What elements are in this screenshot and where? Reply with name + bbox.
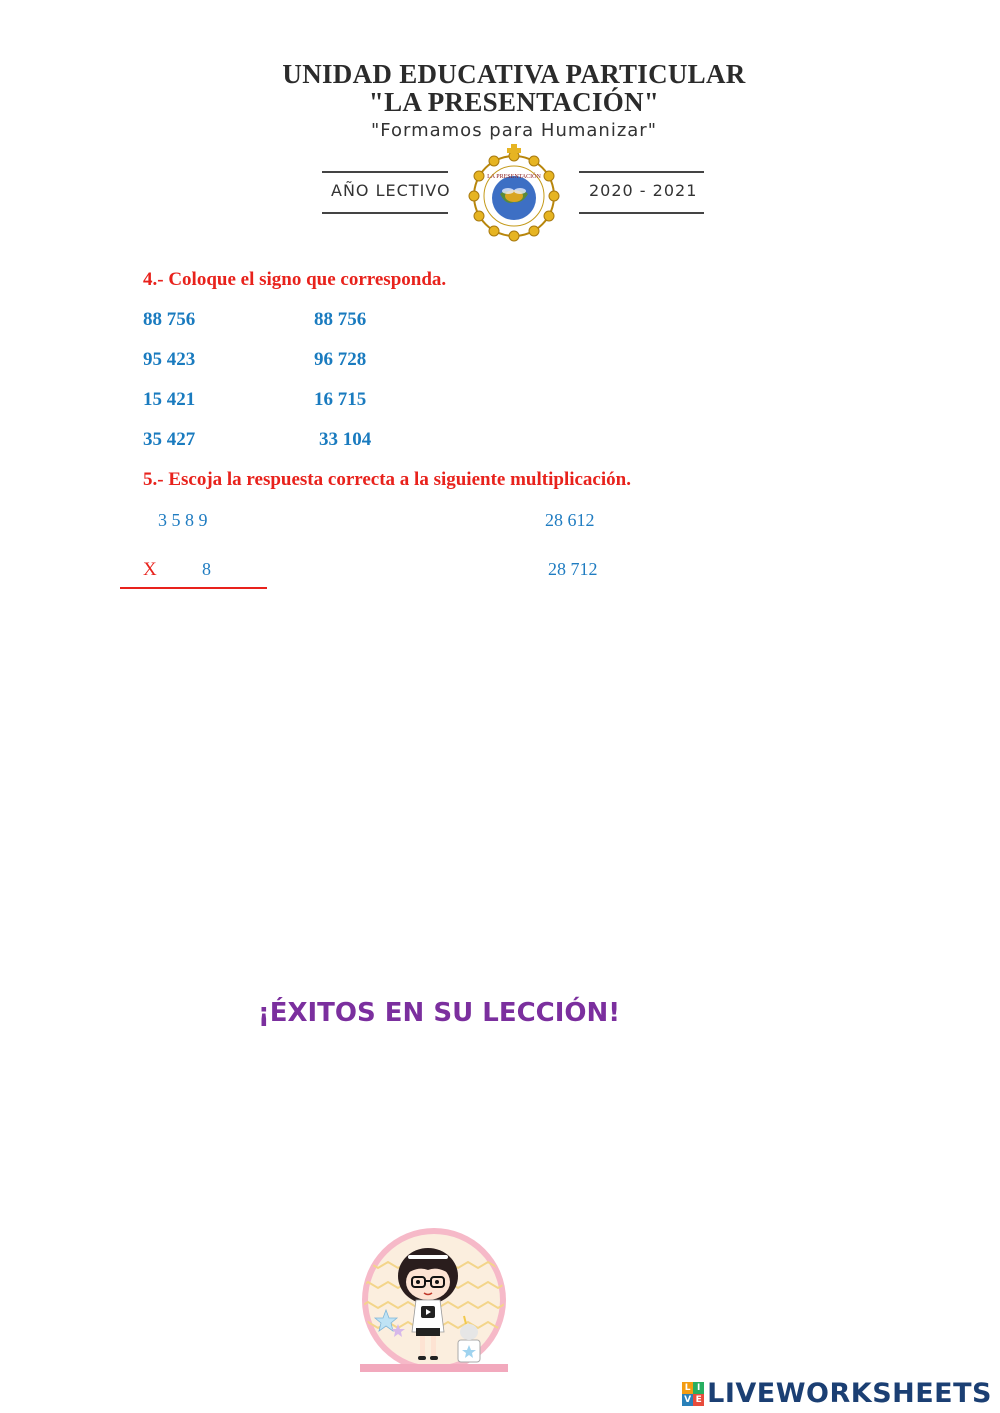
school-year-value: 2020 - 2021 (589, 181, 698, 200)
liveworksheets-brand-text: LIVEWORKSHEETS (707, 1378, 992, 1409)
closing-message: ¡ÉXITOS EN SU LECCIÓN! (257, 998, 621, 1028)
liveworksheets-badge-icon (682, 1382, 704, 1406)
badge-letter-v: V (682, 1394, 693, 1406)
q4-pair3-right: 16 715 (314, 389, 367, 410)
school-name-line1: UNIDAD EDUCATIVA PARTICULAR (282, 59, 746, 89)
divider-left-top (322, 171, 448, 173)
q5-multiplier: 8 (202, 559, 211, 579)
divider-left-bottom (322, 212, 448, 214)
question-5-title: 5.- Escoja la respuesta correcta a la siguiente multiplicación. (143, 469, 631, 490)
divider-right-top (579, 171, 704, 173)
q4-pair3-left: 15 421 (143, 389, 196, 410)
badge-letter-e: E (693, 1394, 704, 1406)
q4-pair2-left: 95 423 (143, 349, 196, 370)
school-year-label: AÑO LECTIVO (331, 181, 451, 200)
q4-pair1-left: 88 756 (143, 309, 196, 330)
question-4-title: 4.- Coloque el signo que corresponda. (143, 269, 447, 290)
school-name-line2: "LA PRESENTACIÓN" (368, 87, 660, 117)
q4-pair4-left: 35 427 (143, 429, 196, 450)
school-name (0, 60, 1000, 116)
q5-operator: X (143, 559, 157, 580)
q5-option-2[interactable]: 28 712 (548, 559, 598, 579)
q4-pair2-right: 96 728 (314, 349, 367, 370)
q4-pair4-right: 33 104 (319, 429, 372, 450)
q5-result-line (120, 587, 267, 589)
badge-letter-i: I (693, 1382, 704, 1394)
divider-right-bottom (579, 212, 704, 214)
school-motto: "Formamos para Humanizar" (371, 120, 657, 141)
girl-illustration-icon (358, 1228, 510, 1374)
badge-letter-l: L (682, 1382, 693, 1394)
q5-option-1[interactable]: 28 612 (545, 510, 595, 530)
liveworksheets-logo[interactable] (682, 1378, 992, 1409)
school-seal-icon (462, 144, 566, 242)
q4-pair1-right: 88 756 (314, 309, 367, 330)
q5-multiplicand: 3 5 8 9 (158, 510, 208, 530)
seal-text: LA PRESENTACIÓN (487, 174, 541, 180)
